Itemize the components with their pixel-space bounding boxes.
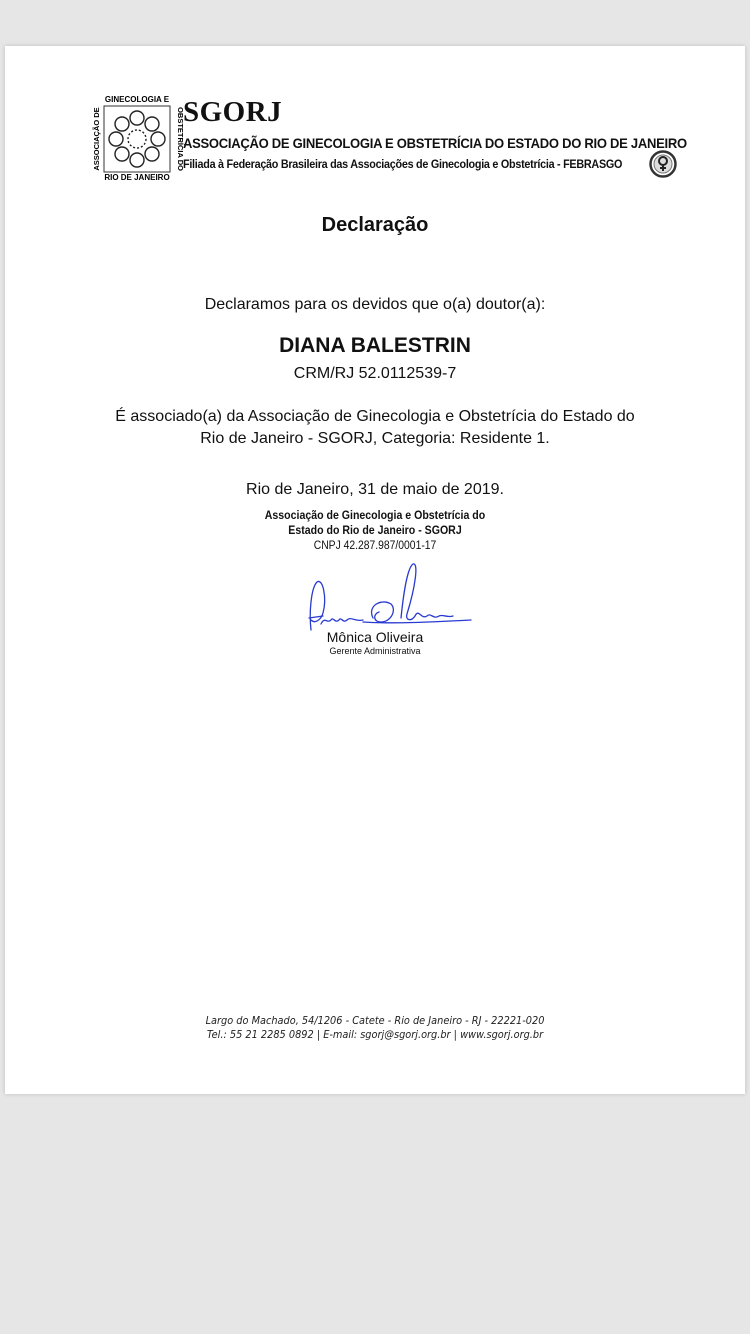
signer-role: Gerente Administrativa <box>329 646 421 656</box>
logo-text-left: ASSOCIAÇÃO DE <box>92 107 101 171</box>
affiliation-text: Filiada à Federação Brasileira das Associações de Ginecologia e Obstetrícia - FEBRASGO <box>183 157 623 171</box>
statement-line-1: É associado(a) da Associação de Ginecologia e Obstetrícia do Estado do <box>115 408 635 425</box>
cnpj: CNPJ 42.287.987/0001-17 <box>313 540 437 552</box>
brand-name: SGORJ <box>183 96 283 128</box>
document-title: Declaração <box>321 214 429 236</box>
footer <box>31 1014 719 1042</box>
logo-circles-icon <box>109 111 165 167</box>
statement-line-2: Rio de Janeiro - SGORJ, Categoria: Residente 1. <box>200 430 550 447</box>
handwritten-signature <box>303 558 473 638</box>
association-name: ASSOCIAÇÃO DE GINECOLOGIA E OBSTETRÍCIA DO ESTADO DO RIO DE JANEIRO <box>183 135 687 151</box>
logo-text-bottom: RIO DE JANEIRO <box>104 173 170 182</box>
signer-name: Mônica Oliveira <box>326 629 424 645</box>
footer-contact: Tel.: 55 21 2285 0892 | E-mail: sgorj@sgorj.org.br | www.sgorj.org.br <box>206 1029 544 1041</box>
signature-org-line-1: Associação de Ginecologia e Obstetrícia do <box>264 510 486 522</box>
doctor-name: DIANA BALESTRIN <box>279 334 471 357</box>
febrasgo-seal-icon <box>649 150 677 178</box>
logo-text-right: OBSTETRÍCIA DO <box>176 107 185 171</box>
issue-date: Rio de Janeiro, 31 de maio de 2019. <box>246 481 504 498</box>
footer-address: Largo do Machado, 54/1206 - Catete - Rio de Janeiro - RJ - 22221-020 <box>205 1015 545 1027</box>
association-statement <box>5 406 745 450</box>
sgorj-logo <box>89 94 185 182</box>
intro-text: Declaramos para os devidos que o(a) doutor(a): <box>204 296 546 313</box>
document-page <box>5 46 745 1094</box>
logo-text-top: GINECOLOGIA E <box>104 95 170 104</box>
signature-org <box>35 509 716 539</box>
signature-org-line-2: Estado do Rio de Janeiro - SGORJ <box>288 525 462 537</box>
crm-number: CRM/RJ 52.0112539-7 <box>293 365 457 382</box>
